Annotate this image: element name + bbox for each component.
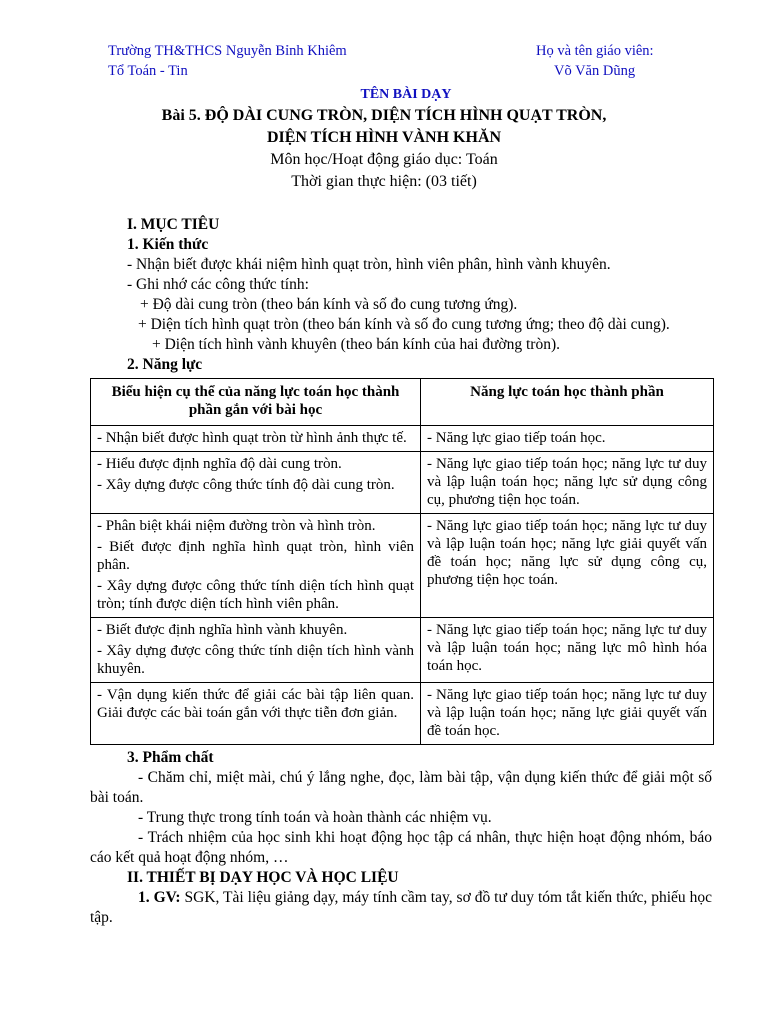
quality-heading: 3. Phẩm chất	[127, 749, 214, 766]
row-competency-cell: - Năng lực giao tiếp toán học; năng lực tư duy và lập luận toán học; năng lực giải quyết vấn đề toán học.	[421, 683, 714, 745]
gv-label: 1. GV:	[138, 889, 181, 906]
header-right	[536, 41, 654, 81]
lesson-label: TÊN BÀI DẠY	[360, 87, 452, 102]
row-competency-cell: - Năng lực giao tiếp toán học.	[421, 426, 714, 452]
cell-line: - Phân biệt khái niệm đường tròn và hình tròn.	[97, 518, 376, 534]
subject-line: Môn học/Hoạt động giáo dục: Toán	[270, 151, 498, 168]
cell-line: - Xây dựng được công thức tính diện tích hình vành khuyên.	[97, 643, 414, 677]
quality-line-2: - Trung thực trong tính toán và hoàn thành các nhiệm vụ.	[138, 809, 492, 826]
knowledge-line-2: - Ghi nhớ các công thức tính:	[127, 276, 309, 293]
section-objectives-heading: I. MỤC TIÊU	[127, 216, 220, 233]
row-competency-cell: - Năng lực giao tiếp toán học; năng lực tư duy và lập luận toán học; năng lực sử dụng công cụ, phương tiện học toán.	[421, 452, 714, 514]
knowledge-heading: 1. Kiến thức	[127, 236, 209, 253]
duration-line: Thời gian thực hiện: (03 tiết)	[291, 173, 477, 190]
gv-paragraph	[90, 888, 712, 928]
table-header-expression: Biểu hiện cụ thể của năng lực toán học thành phần gắn với bài học	[91, 379, 421, 426]
cell-line: - Biết được định nghĩa hình quạt tròn, hình viên phân.	[97, 539, 414, 573]
row-expression-cell	[91, 618, 421, 683]
lesson-title-line1: Bài 5. ĐỘ DÀI CUNG TRÒN, DIỆN TÍCH HÌNH QUẠT TRÒN,	[161, 107, 607, 124]
competency-heading: 2. Năng lực	[127, 356, 203, 373]
cell-line: - Nhận biết được hình quạt tròn từ hình ảnh thực tế.	[97, 430, 407, 446]
title-block	[0, 85, 768, 193]
gv-text: SGK, Tài liệu giảng dạy, máy tính cầm tay, sơ đồ tư duy tóm tắt kiến thức, phiếu học tập.	[90, 889, 712, 926]
quality-line-1: - Chăm chỉ, miệt mài, chú ý lắng nghe, đọc, làm bài tập, vận dụng kiến thức để giải một số bài toán.	[90, 769, 712, 806]
table-row	[91, 426, 714, 452]
competency-table	[90, 378, 714, 745]
school-name: Trường TH&THCS Nguyễn Bỉnh Khiêm	[108, 43, 347, 59]
cell-line: - Vận dụng kiến thức để giải các bài tập liên quan. Giải được các bài toán gắn với thực tiễn đơn giản.	[97, 687, 414, 721]
group-name: Tổ Toán - Tin	[108, 63, 188, 79]
row-expression-cell	[91, 452, 421, 514]
teacher-label: Họ và tên giáo viên:	[536, 43, 654, 59]
table-row	[91, 514, 714, 618]
row-expression-cell	[91, 683, 421, 745]
teacher-name: Võ Văn Dũng	[554, 63, 636, 79]
row-expression-cell	[91, 426, 421, 452]
table-row	[91, 683, 714, 745]
knowledge-line-5: + Diện tích hình vành khuyên (theo bán kính của hai đường tròn).	[152, 336, 561, 353]
table-header-row	[91, 379, 714, 426]
table-row	[91, 452, 714, 514]
quality-line-3: - Trách nhiệm của học sinh khi hoạt động học tập cá nhân, thực hiện hoạt động nhóm, báo cáo kết quả hoạt động nhóm, …	[90, 829, 712, 866]
row-competency-cell: - Năng lực giao tiếp toán học; năng lực tư duy và lập luận toán học; năng lực mô hình hóa toán học.	[421, 618, 714, 683]
knowledge-line-1: - Nhận biết được khái niệm hình quạt tròn, hình viên phân, hình vành khuyên.	[127, 256, 611, 273]
row-competency-cell: - Năng lực giao tiếp toán học; năng lực tư duy và lập luận toán học; năng lực giải quyết vấn đề toán học; năng lực sử dụng công cụ, phương tiện học toán.	[421, 514, 714, 618]
cell-line: - Xây dựng được công thức tính diện tích hình quạt tròn; tính được diện tích hình viên phân.	[97, 578, 414, 612]
section-equipment-heading: II. THIẾT BỊ DẠY HỌC VÀ HỌC LIỆU	[127, 869, 399, 886]
row-expression-cell	[91, 514, 421, 618]
cell-line: - Biết được định nghĩa hình vành khuyên.	[97, 622, 348, 638]
table-row	[91, 618, 714, 683]
lesson-title-line2: DIỆN TÍCH HÌNH VÀNH KHĂN	[266, 129, 502, 146]
cell-line: - Xây dựng được công thức tính độ dài cung tròn.	[97, 477, 395, 493]
knowledge-line-3: + Độ dài cung tròn (theo bán kính và số đo cung tương ứng).	[140, 296, 518, 313]
document-body	[90, 213, 712, 928]
knowledge-line-4: + Diện tích hình quạt tròn (theo bán kính và số đo cung tương ứng; theo độ dài cung).	[138, 316, 670, 333]
header-left	[108, 41, 347, 81]
cell-line: - Hiểu được định nghĩa độ dài cung tròn.	[97, 456, 342, 472]
table-header-competency: Năng lực toán học thành phần	[421, 379, 714, 426]
